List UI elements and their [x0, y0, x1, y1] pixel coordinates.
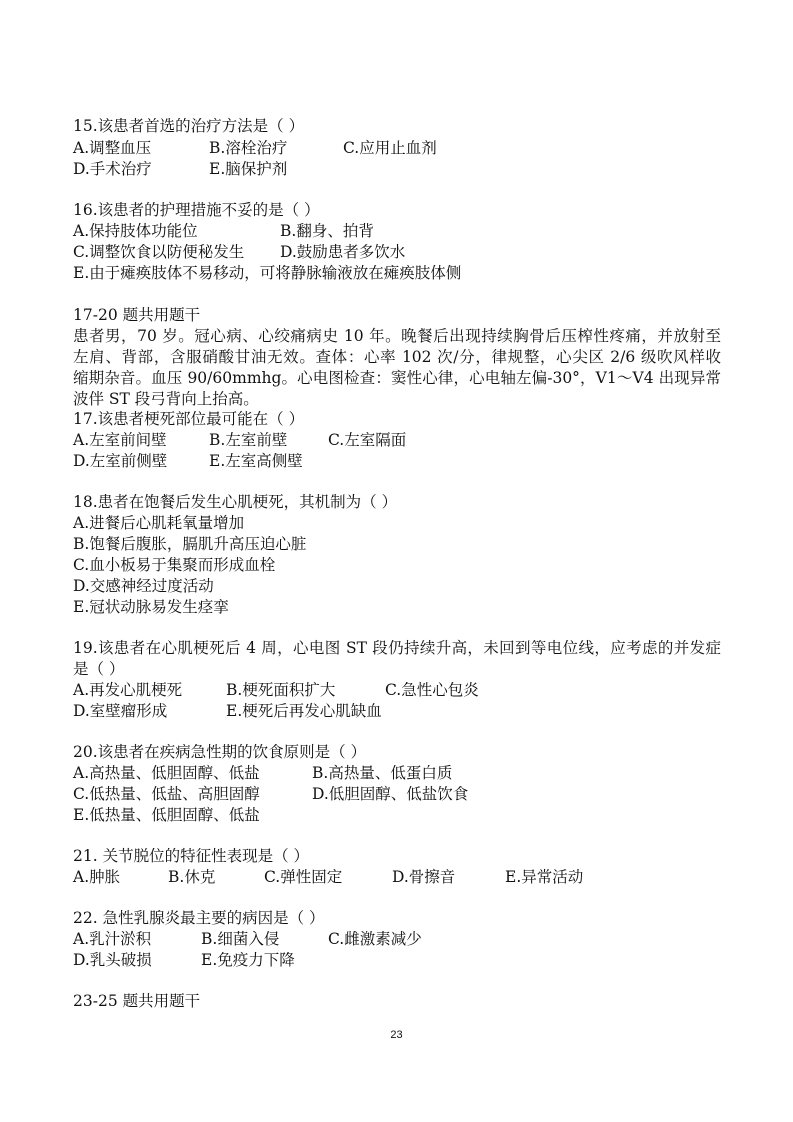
q17-option-c: C.左室隔面	[328, 431, 407, 449]
q21-option-d: D.骨擦音	[392, 868, 456, 886]
case-23-25-heading: 23-25 题共用题干	[73, 992, 201, 1010]
q16-option-d: D.鼓励患者多饮水	[280, 243, 406, 261]
question-16-stem: 16.该患者的护理措施不妥的是（ ）	[73, 201, 320, 219]
q22-option-e: E.免疫力下降	[201, 951, 295, 969]
q17-option-b: B.左室前壁	[209, 431, 288, 449]
question-20-stem: 20.该患者在疾病急性期的饮食原则是（ ）	[73, 743, 367, 761]
question-17-stem: 17.该患者梗死部位最可能在（ ）	[73, 410, 305, 428]
page-number: 23	[390, 1029, 403, 1041]
q17-option-e: E.左室高侧壁	[209, 452, 303, 470]
q20-option-a: A.高热量、低胆固醇、低盐	[73, 764, 260, 782]
question-19-stem: 19.该患者在心肌梗死后 4 周，心电图 ST 段仍持续升高，未回到等电位线，应考虑的并发症	[73, 639, 721, 657]
q16-option-b: B.翻身、拍背	[280, 222, 374, 240]
q18-option-b: B.饱餐后腹胀，膈肌升高压迫心脏	[73, 535, 307, 553]
q20-option-e: E.低热量、低胆固醇、低盐	[73, 806, 260, 824]
q20-option-b: B.高热量、低蛋白质	[312, 764, 453, 782]
q18-option-d: D.交感神经过度活动	[73, 577, 214, 595]
q22-option-b: B.细菌入侵	[201, 930, 280, 948]
q22-option-c: C.雌激素减少	[328, 930, 422, 948]
q16-option-a: A.保持肢体功能位	[73, 222, 198, 240]
q17-option-d: D.左室前侧壁	[73, 452, 168, 470]
q17-option-a: A.左室前间壁	[73, 431, 167, 449]
q21-option-a: A.肿胀	[73, 868, 121, 886]
q15-option-d: D.手术治疗	[73, 160, 152, 178]
q21-option-b: B.休克	[168, 868, 216, 886]
q19-option-b: B.梗死面积扩大	[226, 681, 336, 699]
question-15-stem: 15.该患者首选的治疗方法是（ ）	[73, 117, 305, 135]
q22-option-a: A.乳汁淤积	[73, 930, 152, 948]
case-17-20-heading: 17-20 题共用题干	[73, 306, 201, 324]
q21-option-c: C.弹性固定	[264, 868, 343, 886]
q16-option-e: E.由于瘫痪肢体不易移动，可将静脉输液放在瘫痪肢体侧	[73, 264, 462, 282]
q15-option-e: E.脑保护剂	[209, 160, 288, 178]
q18-option-a: A.进餐后心肌耗氧量增加	[73, 514, 245, 532]
question-21-stem: 21. 关节脱位的特征性表现是（ ）	[73, 847, 310, 865]
case-17-20-line: 缩期杂音。血压 90/60mmhg。心电图检查：窦性心律，心电轴左偏-30°，V1～V4 出现异常	[73, 369, 721, 387]
question-19-stem-cont: 是（ ）	[73, 660, 125, 678]
q18-option-c: C.血小板易于集聚而形成血栓	[73, 556, 276, 574]
case-17-20-line: 左肩、背部，含服硝酸甘油无效。查体：心率 102 次/分，律规整，心尖区 2/6 级吹风样收	[73, 348, 721, 366]
q19-option-a: A.再发心肌梗死	[73, 681, 183, 699]
question-22-stem: 22. 急性乳腺炎最主要的病因是（ ）	[73, 909, 325, 927]
question-18-stem: 18.患者在饱餐后发生心肌梗死，其机制为（ ）	[73, 493, 398, 511]
q16-option-c: C.调整饮食以防便秘发生	[73, 243, 245, 261]
q19-option-d: D.室壁瘤形成	[73, 702, 168, 720]
q22-option-d: D.乳头破损	[73, 951, 152, 969]
q15-option-b: B.溶栓治疗	[209, 139, 288, 157]
q20-option-c: C.低热量、低盐、高胆固醇	[73, 785, 260, 803]
q19-option-e: E.梗死后再发心肌缺血	[226, 702, 382, 720]
case-17-20-line: 患者男，70 岁。冠心病、心绞痛病史 10 年。晚餐后出现持续胸骨后压榨性疼痛，并放射至	[73, 327, 721, 345]
case-17-20-line: 波伴 ST 段弓背向上抬高。	[73, 390, 259, 408]
q15-option-c: C.应用止血剂	[343, 139, 437, 157]
q15-option-a: A.调整血压	[73, 139, 152, 157]
q19-option-c: C.急性心包炎	[385, 681, 479, 699]
q21-option-e: E.异常活动	[505, 868, 584, 886]
q18-option-e: E.冠状动脉易发生痉挛	[73, 598, 229, 616]
q20-option-d: D.低胆固醇、低盐饮食	[312, 785, 469, 803]
